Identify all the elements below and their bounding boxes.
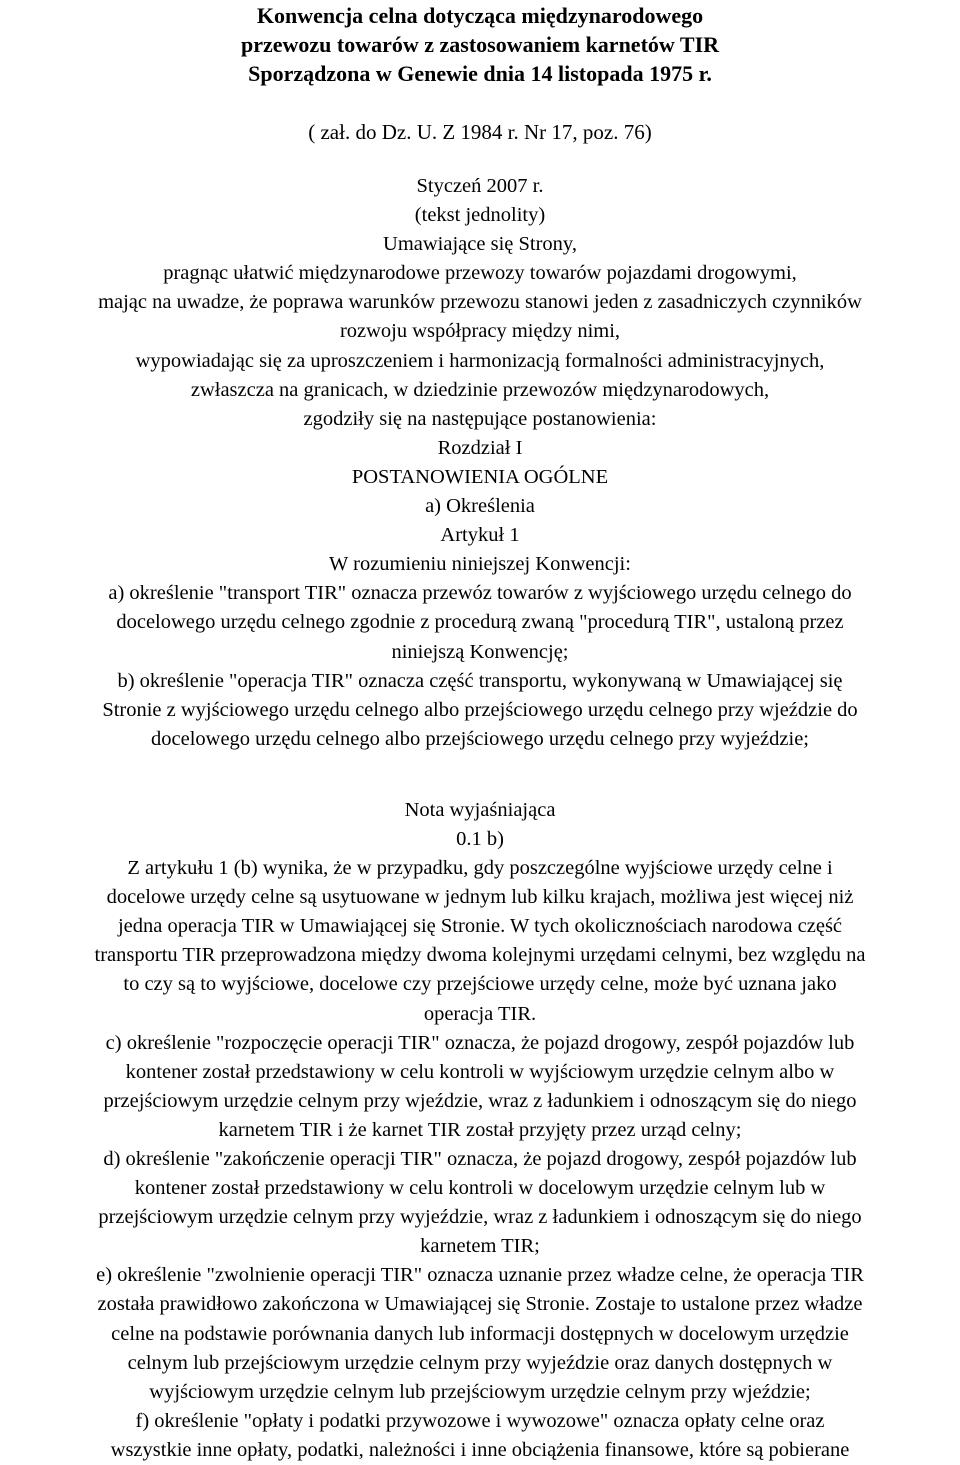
definition-line: b) określenie "operacja TIR" oznacza część transportu, wykonywaną w Umawiającej się bbox=[117, 669, 843, 692]
definition-line: karnetem TIR i że karnet TIR został przyjęty przez urząd celny; bbox=[218, 1118, 742, 1141]
title-line: Sporządzona w Genewie dnia 14 listopada 1975 r. bbox=[248, 61, 712, 86]
note-line: to czy są to wyjściowe, docelowe czy przejściowe urzędy celne, może być uznana jako bbox=[123, 973, 837, 996]
preamble-line: rozwoju współpracy między nimi, bbox=[339, 320, 621, 343]
chapter-title: POSTANOWIENIA OGÓLNE bbox=[351, 465, 609, 488]
preamble-line: zwłaszcza na granicach, w dziedzinie przewozów międzynarodowych, bbox=[190, 378, 770, 401]
definitions-list bbox=[0, 579, 960, 754]
definition-line: karnetem TIR; bbox=[420, 1235, 540, 1258]
definition-line: docelowego urzędu celnego albo przejściowego urzędu celnego przy wyjeździe; bbox=[151, 727, 809, 750]
note-line: operacja TIR. bbox=[423, 1002, 537, 1025]
article-intro: W rozumieniu niniejszej Konwencji: bbox=[329, 553, 631, 576]
definition-line: kontener został przedstawiony w celu kontroli w wyjściowym urzędzie celnym albo w bbox=[125, 1060, 835, 1083]
title-line: Konwencja celna dotycząca międzynarodowego bbox=[256, 3, 704, 28]
chapter-number: Rozdział I bbox=[437, 436, 523, 459]
note-heading: Nota wyjaśniająca bbox=[404, 798, 556, 821]
publication-reference: ( zał. do Dz. U. Z 1984 r. Nr 17, poz. 76) bbox=[308, 120, 652, 144]
note-line: jedna operacja TIR w Umawiającej się Stronie. W tych okolicznościach narodowa część bbox=[117, 915, 843, 938]
definitions-list bbox=[0, 1029, 960, 1465]
definition-line: wszystkie inne opłaty, podatki, należności i inne obciążenia finansowe, które są pobierane bbox=[110, 1438, 850, 1461]
preamble-line: zgodziły się na następujące postanowienia: bbox=[303, 407, 657, 430]
note-line: docelowe urzędy celne są usytuowane w jednym lub kilku krajach, możliwa jest więcej niż bbox=[106, 886, 854, 909]
definition-line: celne na podstawie porównania danych lub informacji dostępnych w docelowym urzędzie bbox=[111, 1322, 849, 1345]
section-heading: a) Określenia bbox=[425, 495, 535, 518]
definition-line: d) określenie "zakończenie operacji TIR" oznacza, że pojazd drogowy, zespół pojazdów lub bbox=[103, 1148, 857, 1170]
definition-line: kontener został przedstawiony w celu kontroli w docelowym urzędzie celnym lub w bbox=[134, 1177, 826, 1200]
definition-line: e) określenie "zwolnienie operacji TIR" oznacza uznanie przez władze celne, że operacja TIR bbox=[96, 1264, 864, 1287]
document-body bbox=[0, 172, 960, 1465]
preamble-line: wypowiadając się za uproszczeniem i harmonizacją formalności administracyjnych, bbox=[135, 349, 825, 372]
definition-line: została prawidłowo zakończona w Umawiającej się Stronie. Zostaje to ustalone przez władze bbox=[97, 1293, 863, 1316]
definition-line: c) określenie "rozpoczęcie operacji TIR" oznacza, że pojazd drogowy, zespół pojazdów lub bbox=[105, 1031, 855, 1054]
preamble bbox=[0, 259, 960, 434]
definition-line: wyjściowym urzędzie celnym lub przejściowym urzędzie celnym przy wjeździe; bbox=[149, 1380, 811, 1403]
definition-line: niniejszą Konwencję; bbox=[391, 640, 569, 663]
definition-line: f) określenie "opłaty i podatki przywozowe i wywozowe" oznacza opłaty celne oraz bbox=[135, 1409, 825, 1432]
spacer bbox=[0, 754, 960, 796]
title-line: przewozu towarów z zastosowaniem karnetów TIR bbox=[240, 32, 720, 57]
text-type: (tekst jednolity) bbox=[414, 204, 546, 227]
note-reference: 0.1 b) bbox=[456, 827, 504, 850]
definition-line: Stronie z wyjściowego urzędu celnego albo przejściowego urzędu celnego przy wjeździe do bbox=[102, 698, 858, 721]
definition-line: docelowego urzędu celnego zgodnie z procedurą zwaną "procedurą TIR", ustaloną przez bbox=[116, 611, 844, 634]
explanatory-note bbox=[0, 854, 960, 1029]
definition-line: przejściowym urzędzie celnym przy wyjeździe, wraz z ładunkiem i odnoszącym się do niego bbox=[98, 1206, 862, 1229]
definition-line: przejściowym urzędzie celnym przy wjeździe, wraz z ładunkiem i odnoszącym się do niego bbox=[103, 1089, 857, 1112]
definition-line: celnym lub przejściowym urzędzie celnym przy wyjeździe oraz danych dostępnych w bbox=[127, 1351, 833, 1374]
preamble-line: pragnąc ułatwić międzynarodowe przewozy towarów pojazdami drogowymi, bbox=[163, 262, 797, 285]
definition-line: a) określenie "transport TIR" oznacza przewóz towarów z wyjściowego urzędu celnego do bbox=[108, 582, 852, 605]
preamble-line: mając na uwadze, że poprawa warunków przewozu stanowi jeden z zasadniczych czynników bbox=[98, 291, 862, 314]
preamble-parties: Umawiające się Strony, bbox=[383, 233, 577, 256]
article-heading: Artykuł 1 bbox=[440, 524, 520, 547]
note-line: transportu TIR przeprowadzona między dwoma kolejnymi urzędami celnymi, bez względu na bbox=[94, 944, 866, 967]
date-line: Styczeń 2007 r. bbox=[416, 175, 544, 197]
note-line: Z artykułu 1 (b) wynika, że w przypadku, gdy poszczególne wyjściowe urzędy celne i bbox=[127, 857, 833, 880]
document-title bbox=[0, 0, 960, 88]
